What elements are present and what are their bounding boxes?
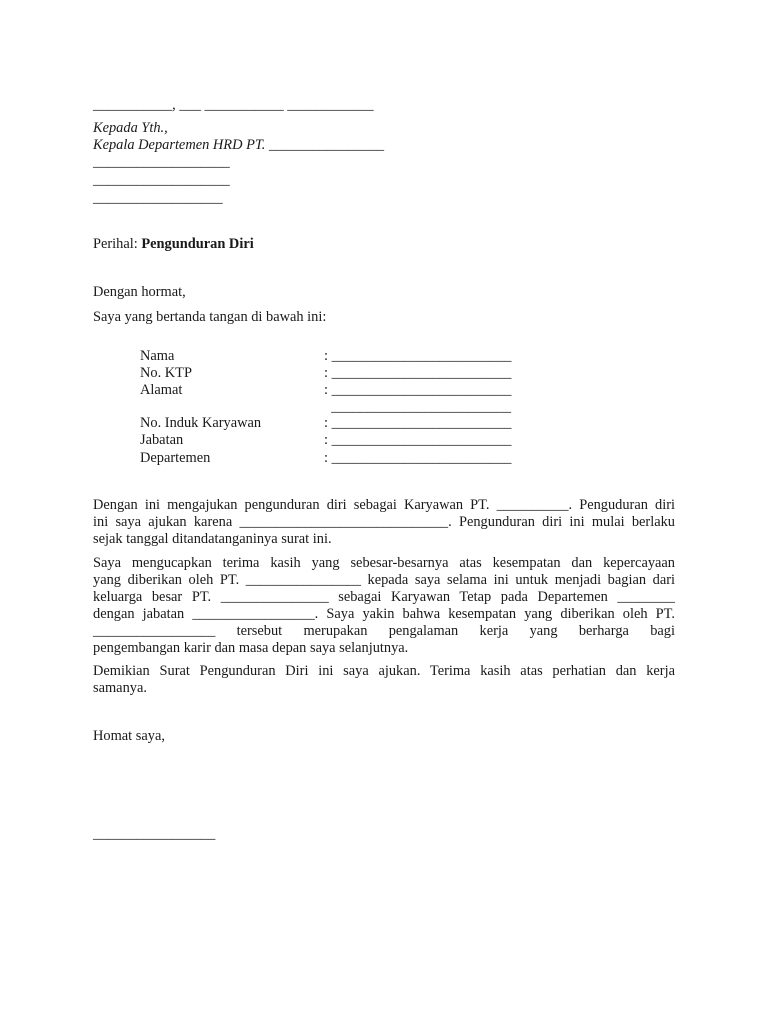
recipient-address-2: ___________________ [93,172,230,188]
field-value-alamat: : _________________________ [324,382,512,398]
field-label-nik: No. Induk Karyawan [140,415,262,431]
closing: Homat saya, [93,728,165,744]
paragraph-1-line: Dengan ini mengajukan pengunduran diri sebagai Karyawan PT. __________. Penguduran diri [93,497,675,513]
paragraph-1-line: sejak tanggal ditandatanganinya surat ini. [93,531,332,547]
recipient-line-2: Kepala Departemen HRD PT. ________________ [93,137,385,153]
recipient-address-3: __________________ [93,190,223,206]
paragraph-1-line: ini saya ajukan karena _____________________________. Pengunduran diri ini mulai berlaku [93,514,675,530]
field-value-nik: : _________________________ [324,415,512,431]
field-label-alamat: Alamat [140,382,183,398]
field-label-jabatan: Jabatan [140,432,184,448]
field-label-departemen: Departemen [140,450,211,466]
recipient-address-1: ___________________ [93,154,230,170]
field-label-ktp: No. KTP [140,365,192,381]
field-value-departemen: : _________________________ [324,450,512,466]
paragraph-2-line: yang diberikan oleh PT. ________________ kepada saya selama ini untuk menjadi bagian dari [93,572,675,588]
field-value-jabatan: : _________________________ [324,432,512,448]
subject-label: Perihal: [93,236,142,252]
paragraph-2-line: dengan jabatan _________________. Saya yakin bahwa kesempatan yang diberikan oleh PT. [93,606,675,622]
subject-line [93,236,254,253]
field-value-nama: : _________________________ [324,348,512,364]
recipient-line-1: Kepada Yth., [93,120,168,136]
paragraph-3-line: samanya. [93,680,147,696]
paragraph-2-line: pengembangan karir dan masa depan saya selanjutnya. [93,640,409,656]
greeting: Dengan hormat, [93,284,186,300]
paragraph-3-line: Demikian Surat Pengunduran Diri ini saya ajukan. Terima kasih atas perhatian dan kerja [93,663,675,679]
signature-line: _________________ [93,826,216,842]
intro: Saya yang bertanda tangan di bawah ini: [93,309,327,325]
field-label-nama: Nama [140,348,175,364]
subject-value: Pengunduran Diri [141,236,254,252]
field-value-ktp: : _________________________ [324,365,512,381]
paragraph-2-line: Saya mengucapkan terima kasih yang sebesar-besarnya atas kesempatan dan kepercayaan [93,555,675,571]
date-line: ___________, ___ ___________ ____________ [93,97,374,113]
field-value-alamat-2: _________________________ [324,399,512,415]
paragraph-2-line: keluarga besar PT. _______________ sebagai Karyawan Tetap pada Departemen ________ [93,589,675,605]
paragraph-2-line: _________________ tersebut merupakan pengalaman kerja yang berharga bagi [93,623,675,639]
